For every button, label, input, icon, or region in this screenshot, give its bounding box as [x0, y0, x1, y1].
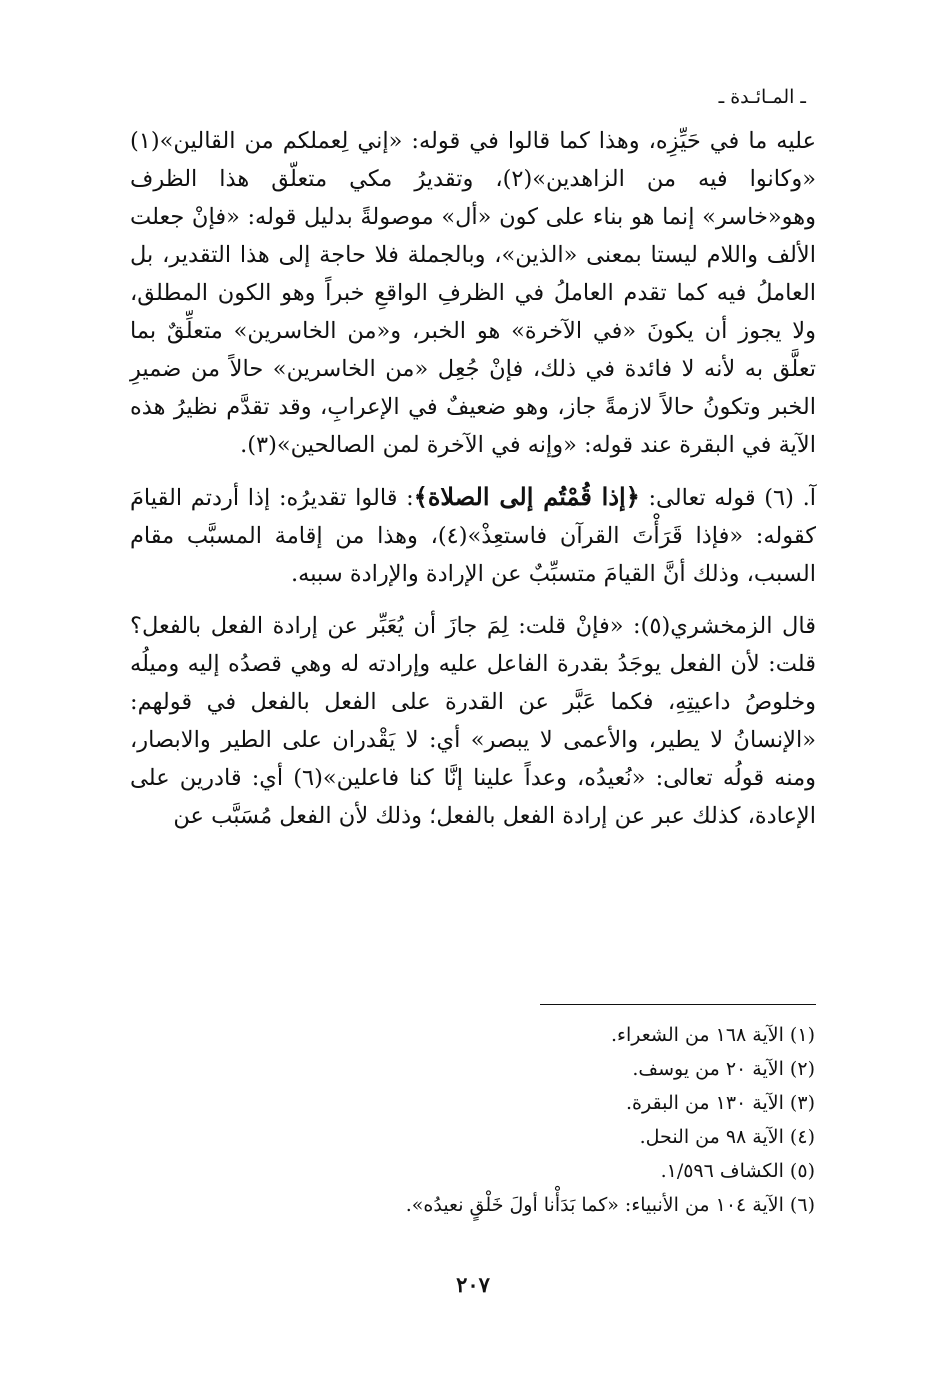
paragraph-2-text: : قالوا تقديرُه: إذا أردتم القيامَ كقوله: «فإذا قَرَأْتَ القرآن فاستعِذْ»(٤)، وهذا من إقامة المسبَّب مقام السبب، وذلك أنَّ القيامَ متسبِّبٌ عن الإرادة والإرادة سببه. — [130, 485, 816, 587]
footnote-4: (٤) الآية ٩٨ من النحل. — [639, 1126, 815, 1148]
page-number: ٢٠٧ — [456, 1272, 490, 1297]
paragraph-3: قال الزمخشري(٥): «فإنْ قلت: لِمَ جازَ أن يُعَبِّر عن إرادة الفعل بالفعل؟ قلت: لأن الفعل يوجَدُ بقدرة الفاعل عليه وإرادته له وهي قصدُه إليه وميلُه وخلوصُ داعيتِهِ، فكما عَبَّر عن القدرة على الفعل بالفعل في قولهم: «الإنسانُ لا يطير، والأعمى لا يبصر» أي: لا يَقْدران على الطير والابصار، ومنه قولُه تعالى: «نُعيدُه، وعداً علينا إنَّا كنا فاعلين»(٦) أي: قادرين على الإعادة، كذلك عبر عن إرادة الفعل بالفعل؛ وذلك لأن الفعل مُسَبَّب عن — [130, 613, 816, 829]
footnote-5: (٥) الكشاف ١/٥٩٦. — [660, 1160, 815, 1182]
footnote-3: (٣) الآية ١٣٠ من البقرة. — [626, 1092, 815, 1114]
running-header: ـ المـائـدة ـ — [718, 86, 806, 108]
footnote-6: (٦) الآية ١٠٤ من الأنبياء: «كما بَدَأْنا أولَ خَلْقٍ نعيدُه». — [405, 1194, 815, 1216]
paragraph-2 — [130, 478, 816, 593]
footnotes — [130, 1018, 815, 1222]
main-text — [130, 122, 816, 835]
footnote-1: (١) الآية ١٦٨ من الشعراء. — [611, 1024, 815, 1046]
quran-verse: ﴿إذا قُمْتُم إلى الصلاة﴾ — [413, 482, 640, 511]
footnote-divider — [540, 1004, 816, 1005]
verse-number: آ. (٦) قوله تعالى: — [639, 485, 816, 511]
footnote-2: (٢) الآية ٢٠ من يوسف. — [632, 1058, 815, 1080]
paragraph-1: عليه ما في حَيِّزِه، وهذا كما قالوا في قوله: «إني لِعملكم من القالين»(١) «وكانوا فيه من الزاهدين»(٢)، وتقديرُ مكي متعلّق هذا الظرف وهو«خاسر» إنما هو بناء على كون «أل» موصولةً بدليل قوله: «فإنْ جعلت الألف واللام ليستا بمعنى «الذين»، وبالجملة فلا حاجة إلى هذا التقدير، بل العاملُ فيه كما تقدم العاملُ في الظرفِ الواقعِ خبراً وهو الكون المطلق، ولا يجوز أن يكونَ «في الآخرة» هو الخبر، و«من الخاسرين» متعلِّقٌ بما تعلَّق به لأنه لا فائدة في ذلك، فإنْ جُعِل «من الخاسرين» حالاً من ضميرِ الخبر وتكونُ حالاً لازمةً جاز، وهو ضعيفٌ في الإعرابِ، وقد تقدَّم نظيرُ هذه الآية في البقرة عند قوله: «وإنه في الآخرة لمن الصالحين»(٣). — [130, 128, 816, 458]
